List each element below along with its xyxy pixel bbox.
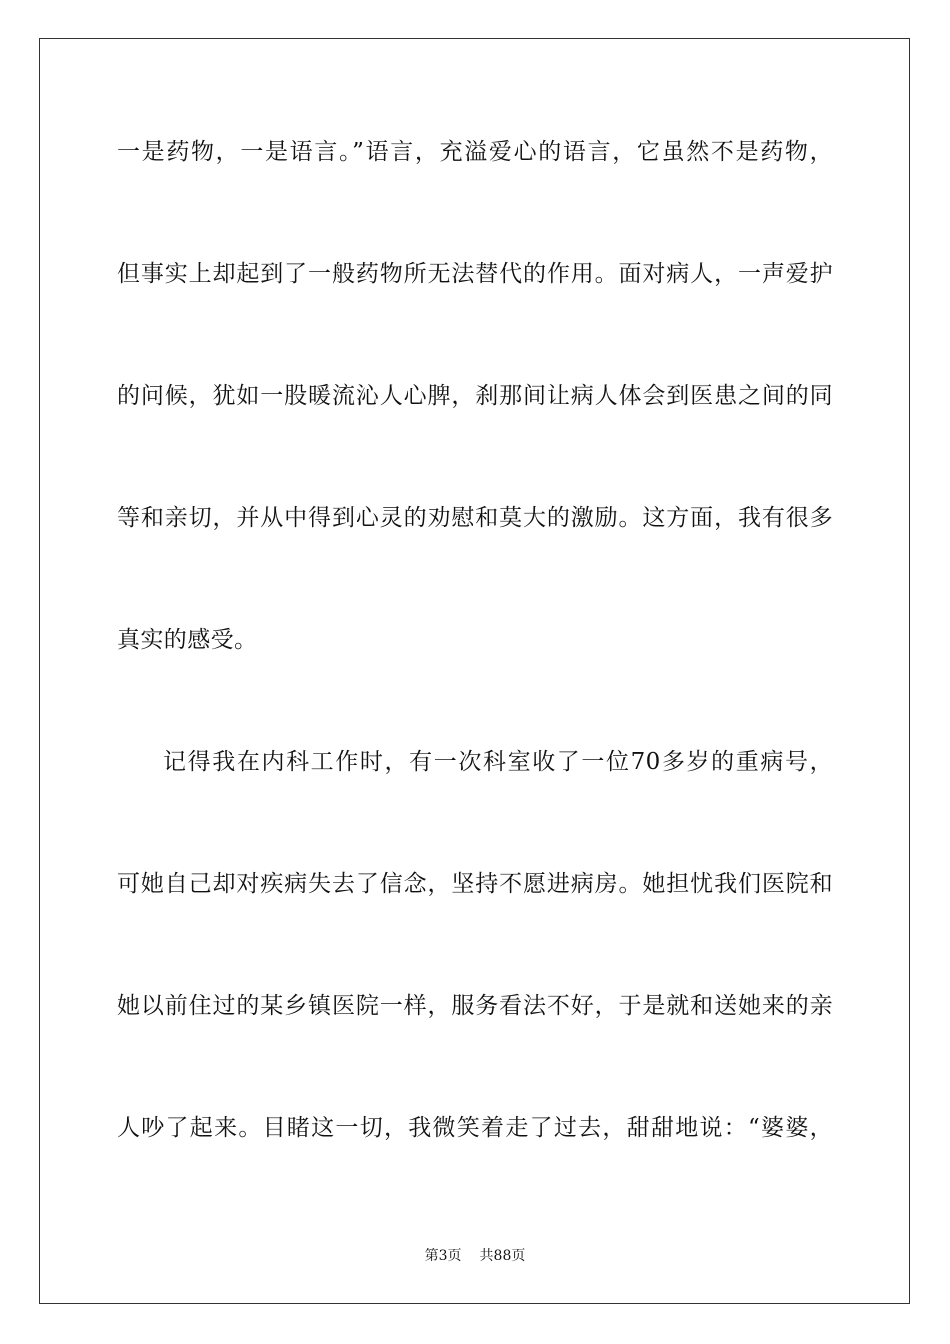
text-line-7: 可她自己却对疾病失去了信念，坚持不愿进病房。她担忧我们医院和 — [117, 871, 833, 897]
text-line-3: 的问候，犹如一股暖流沁人心脾，刹那间让病人体会到医患之间的同 — [117, 383, 833, 409]
text-line-5: 真实的感受。 — [117, 627, 258, 653]
text-line-8: 她以前住过的某乡镇医院一样，服务看法不好，于是就和送她来的亲 — [117, 993, 833, 1019]
text-line-2: 但事实上却起到了一般药物所无法替代的作用。面对病人，一声爱护 — [117, 261, 833, 287]
text-line-9: 人吵了起来。目睹这一切，我微笑着走了过去，甜甜地说：“婆婆， — [117, 1115, 833, 1141]
text-line-6: 记得我在内科工作时，有一次科室收了一位70多岁的重病号， — [163, 749, 833, 775]
text-line-4: 等和亲切，并从中得到心灵的劝慰和莫大的激励。这方面，我有很多 — [117, 505, 833, 531]
text-line-1: 一是药物，一是语言。”语言，充溢爱心的语言，它虽然不是药物， — [117, 139, 833, 165]
page-number: 第3页 — [424, 1248, 462, 1264]
page-total: 共88页 — [479, 1248, 526, 1264]
page-footer — [0, 1246, 950, 1266]
document-body — [117, 127, 833, 1225]
